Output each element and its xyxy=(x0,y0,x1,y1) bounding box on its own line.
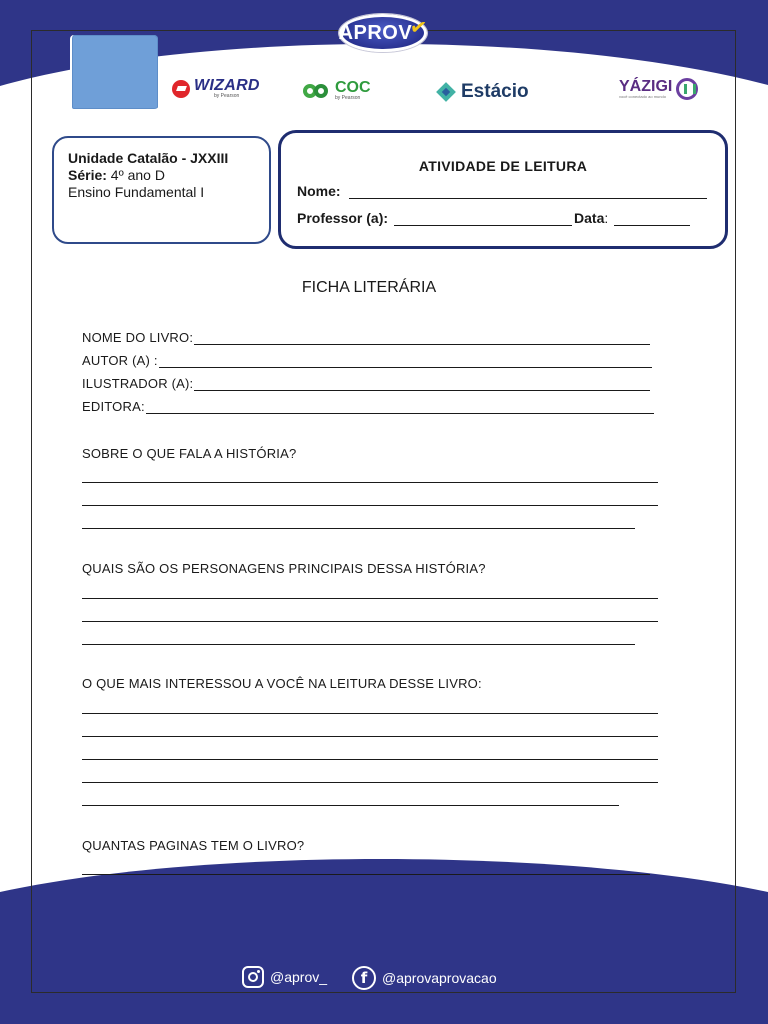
aprov-logo-text: APROV xyxy=(338,21,413,44)
question-interest: O QUE MAIS INTERESSOU A VOCÊ NA LEITURA DESSE LIVRO: xyxy=(82,676,482,691)
answer-line[interactable] xyxy=(82,713,658,714)
question-story: SOBRE O QUE FALA A HISTÓRIA? xyxy=(82,446,297,461)
bottom-navy-band xyxy=(0,859,768,1024)
answer-line[interactable] xyxy=(82,528,635,529)
serie-label: Série: xyxy=(68,167,107,183)
teacher-field[interactable] xyxy=(394,213,572,226)
name-label: Nome: xyxy=(297,183,341,199)
yazigi-logo xyxy=(619,78,698,100)
teacher-row xyxy=(297,210,707,226)
book-name-row xyxy=(82,330,650,345)
book-name-field[interactable] xyxy=(194,334,650,345)
school-unit: Unidade Catalão - JXXIII xyxy=(68,150,229,166)
illustrator-label: ILUSTRADOR (A): xyxy=(82,376,194,391)
school-info-box xyxy=(52,136,271,244)
author-label: AUTOR (A) : xyxy=(82,353,158,368)
yazigi-logo-sub: você conectado ao mundo xyxy=(619,94,666,99)
answer-line[interactable] xyxy=(82,805,619,806)
answer-line[interactable] xyxy=(82,736,658,737)
wizard-logo-icon xyxy=(172,80,190,98)
instagram-text: @aprov_ xyxy=(270,969,328,985)
publisher-field[interactable] xyxy=(146,403,654,414)
serie-value: 4º ano D xyxy=(106,167,165,183)
question-pages: QUANTAS PAGINAS TEM O LIVRO? xyxy=(82,838,305,853)
yazigi-logo-name: YÁZIGI xyxy=(619,78,673,95)
answer-line[interactable] xyxy=(82,759,658,760)
wizard-logo-name: WIZARD xyxy=(194,77,260,94)
facebook-glyph: f xyxy=(360,969,368,987)
answer-line[interactable] xyxy=(82,598,658,599)
date-field[interactable] xyxy=(614,213,690,226)
facebook-icon xyxy=(352,966,376,990)
date-colon: : xyxy=(604,210,609,226)
answer-line[interactable] xyxy=(82,874,650,875)
coc-logo-icon xyxy=(303,82,331,100)
activity-title: ATIVIDADE DE LEITURA xyxy=(418,158,588,174)
checkmark-icon: ✔ xyxy=(408,15,429,40)
name-row xyxy=(297,183,707,199)
publisher-row xyxy=(82,399,654,414)
coc-logo xyxy=(303,80,371,101)
facebook-text: @aprovaprovacao xyxy=(382,970,497,986)
facebook-handle[interactable] xyxy=(352,966,497,990)
name-field[interactable] xyxy=(349,186,707,199)
aprov-logo xyxy=(339,14,427,52)
wizard-logo-sub: by Pearson xyxy=(214,93,240,99)
yazigi-logo-icon xyxy=(676,78,698,100)
answer-line[interactable] xyxy=(82,482,658,483)
school-serie xyxy=(68,167,255,184)
teacher-label: Professor (a): xyxy=(297,210,389,226)
estacio-logo-icon xyxy=(435,81,457,103)
instagram-icon xyxy=(242,966,264,988)
estacio-logo xyxy=(435,81,529,103)
illustrator-row xyxy=(82,376,650,391)
wizard-logo xyxy=(172,78,260,99)
page-title: FICHA LITERÁRIA xyxy=(301,279,437,296)
date-label: Data xyxy=(574,210,605,226)
question-characters: QUAIS SÃO OS PERSONAGENS PRINCIPAIS DESSA HISTÓRIA? xyxy=(82,561,486,576)
author-row xyxy=(82,353,652,368)
instagram-handle[interactable] xyxy=(242,966,327,988)
publisher-label: EDITORA: xyxy=(82,399,145,414)
answer-line[interactable] xyxy=(82,644,635,645)
book-name-label: NOME DO LIVRO: xyxy=(82,330,194,345)
answer-line[interactable] xyxy=(82,621,658,622)
coc-logo-sub: by Pearson xyxy=(335,95,361,101)
answer-line[interactable] xyxy=(82,782,658,783)
answer-line[interactable] xyxy=(82,505,658,506)
coc-logo-name: COC xyxy=(335,79,371,96)
author-field[interactable] xyxy=(159,357,652,368)
activity-info-box xyxy=(278,130,728,249)
photo-placeholder xyxy=(70,35,158,111)
school-level: Ensino Fundamental I xyxy=(68,184,205,200)
illustrator-field[interactable] xyxy=(194,380,650,391)
estacio-logo-name: Estácio xyxy=(461,81,529,102)
